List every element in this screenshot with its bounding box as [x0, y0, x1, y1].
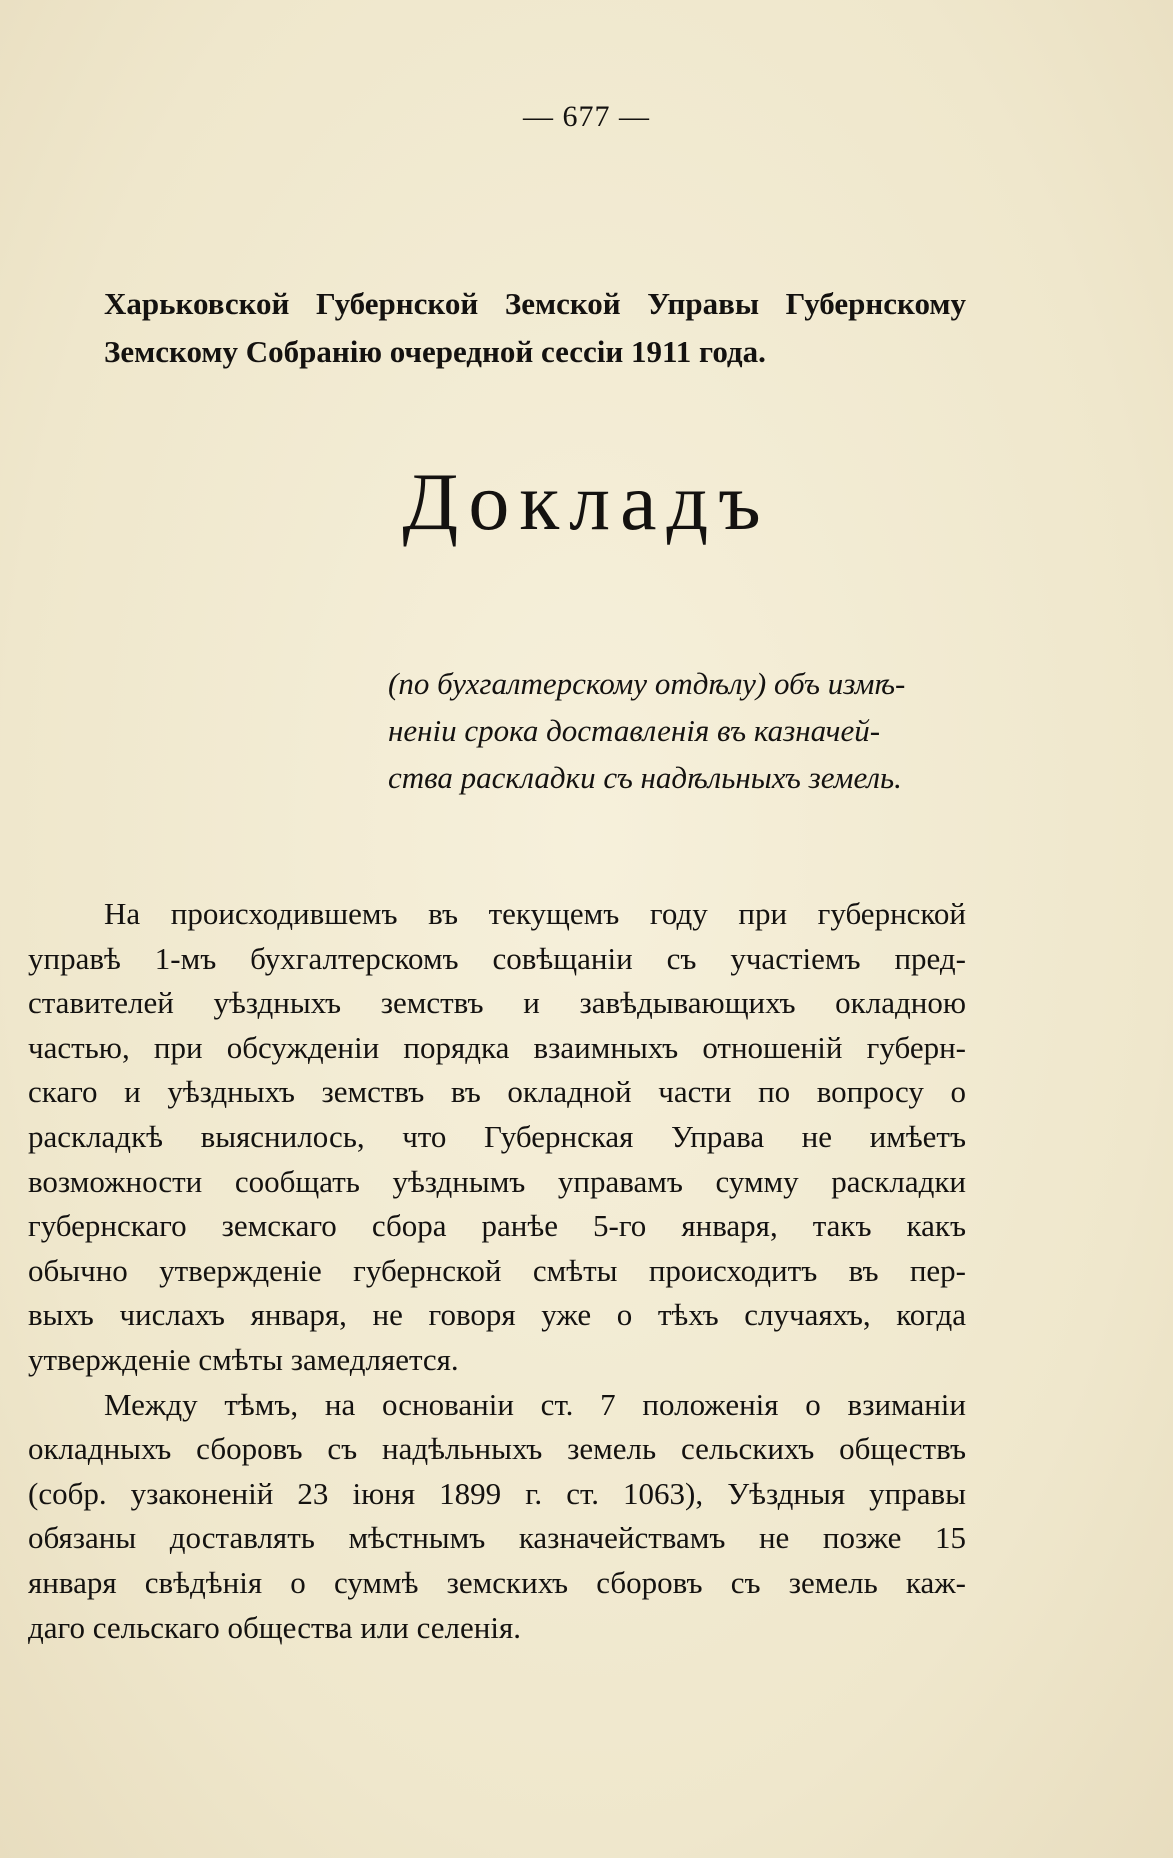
text-line: раскладкѣ выяснилось, что Губернская Управа не имѣетъ — [28, 1118, 966, 1154]
text-line: обычно утвержденіе губернской смѣты происходитъ въ пер- — [28, 1252, 966, 1288]
text-line: скаго и уѣздныхъ земствъ въ окладной части по вопросу о — [28, 1074, 966, 1110]
subtitle-line: неніи срока доставленія въ казначей- — [388, 713, 881, 748]
page-number: — 677 — — [523, 100, 650, 133]
body-text — [28, 892, 966, 1650]
text-line: губернскаго земскаго сбора ранѣе 5-го января, такъ какъ — [28, 1208, 966, 1244]
paragraph-1 — [28, 892, 966, 1383]
text-line: выхъ числахъ января, не говоря уже о тѣхъ случаяхъ, когда — [28, 1297, 966, 1333]
text-line: ставителей уѣздныхъ земствъ и завѣдывающихъ окладною — [28, 985, 966, 1021]
subtitle-line: ства раскладки съ надѣльныхъ земель. — [388, 760, 902, 795]
text-line: окладныхъ сборовъ съ надѣльныхъ земель сельскихъ обществъ — [28, 1431, 966, 1467]
text-line: возможности сообщать уѣзднымъ управамъ сумму раскладки — [28, 1163, 966, 1199]
text-line: января свѣдѣнія о суммѣ земскихъ сборовъ съ земель каж- — [28, 1564, 966, 1600]
text-line: обязаны доставлять мѣстнымъ казначействамъ не позже 15 — [28, 1520, 966, 1556]
text-line: частью, при обсужденіи порядка взаимныхъ отношеній губерн- — [28, 1029, 966, 1065]
paragraph-2 — [28, 1383, 966, 1651]
text-line: даго сельскаго общества или селенія. — [28, 1609, 521, 1645]
text-line: (собр. узаконеній 23 іюня 1899 г. ст. 1063), Уѣздныя управы — [28, 1475, 966, 1511]
text-line: управѣ 1-мъ бухгалтерскомъ совѣщаніи съ участіемъ пред- — [28, 940, 966, 976]
subtitle-line: (по бухгалтерскому отдѣлу) объ измѣ- — [388, 666, 906, 701]
text-line: Между тѣмъ, на основаніи ст. 7 положенія о взиманіи — [104, 1386, 966, 1422]
text-line: утвержденіе смѣты замедляется. — [28, 1341, 459, 1377]
report-heading: Харьковской Губернской Земской Управы Губернскому Земскому Собранію очередной сессіи 1911 года. — [104, 286, 966, 369]
document-subtitle — [388, 660, 966, 801]
text-line: На происходившемъ въ текущемъ году при губернской — [104, 896, 966, 931]
document-title: Докладъ — [402, 456, 771, 547]
